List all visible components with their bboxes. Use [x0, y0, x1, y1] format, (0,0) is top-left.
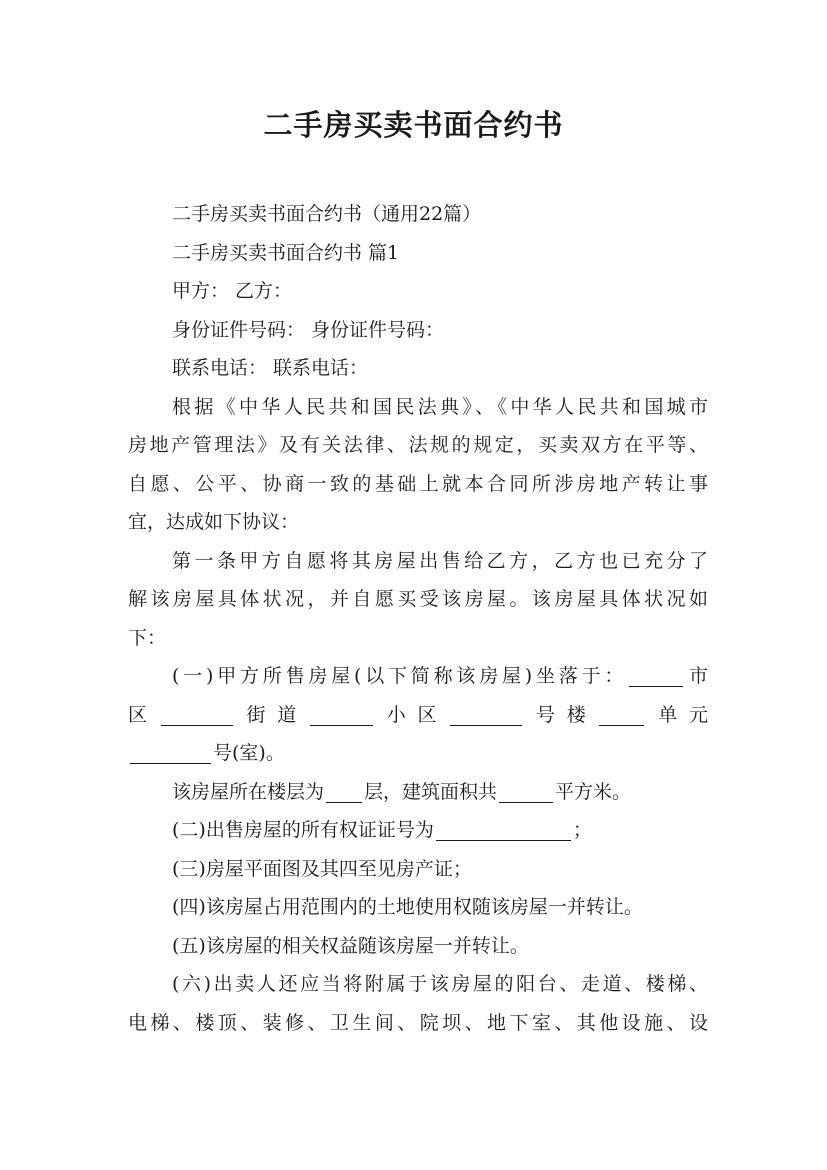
text-line: 二手房买卖书面合约书 篇1	[172, 241, 400, 264]
document-body	[128, 195, 708, 1042]
text-line: 身份证件号码： 身份证件号码：	[172, 318, 445, 341]
text-line: 宜，达成如下协议：	[128, 511, 300, 533]
fill-in-blank	[499, 778, 553, 803]
fill-in-blank	[436, 816, 571, 841]
fill-in-blank	[310, 701, 373, 726]
text-line: 第一条甲方自愿将其房屋出售给乙方，乙方也已充分了	[172, 549, 708, 572]
text-line: 房地产管理法》及有关法律、法规的规定，买卖双方在平等、	[128, 434, 708, 456]
text-line: (三)房屋平面图及其四至见房产证；	[172, 857, 472, 880]
text-line: 电梯、楼顶、装修、卫生间、院坝、地下室、其他设施、设	[128, 1011, 708, 1034]
text-line: 号(室)。	[128, 734, 708, 773]
text-line: (六)出卖人还应当将附属于该房屋的阳台、走道、楼梯、	[172, 973, 708, 995]
text-line: 下：	[128, 626, 167, 649]
text-line: (四)该房屋占用范围内的土地使用权随该房屋一并转让。	[172, 896, 643, 918]
text-line: 甲方： 乙方：	[172, 280, 293, 302]
text-line: 联系电话： 联系电话：	[172, 357, 369, 379]
text-line: (五)该房屋的相关权益随该房屋一并转让。	[172, 934, 529, 957]
text-line: 二手房买卖书面合约书（通用22篇）	[172, 203, 482, 225]
text-line: (一)甲方所售房屋(以下简称该房屋)坐落于： 市	[128, 657, 708, 696]
text-line: 根据《中华人民共和国民法典》、《中华人民共和国城市	[172, 395, 708, 418]
fill-in-blank	[130, 739, 211, 764]
document-title: 二手房买卖书面合约书	[263, 108, 564, 142]
fill-in-blank	[450, 701, 522, 726]
text-line: 自愿、公平、协商一致的基础上就本合同所涉房地产转让事	[128, 472, 708, 495]
text-line: (二)出售房屋的所有权证证号为 ；	[128, 811, 708, 850]
fill-in-blank	[161, 701, 233, 726]
fill-in-blank	[629, 662, 683, 687]
fill-in-blank	[599, 701, 644, 726]
text-line: 区 街道 小区 号楼 单元	[128, 696, 708, 735]
fill-in-blank	[326, 778, 362, 803]
text-line: 该房屋所在楼层为 层，建筑面积共 平方米。	[128, 773, 708, 812]
text-line: 解该房屋具体状况，并自愿买受该房屋。该房屋具体状况如	[128, 588, 708, 610]
